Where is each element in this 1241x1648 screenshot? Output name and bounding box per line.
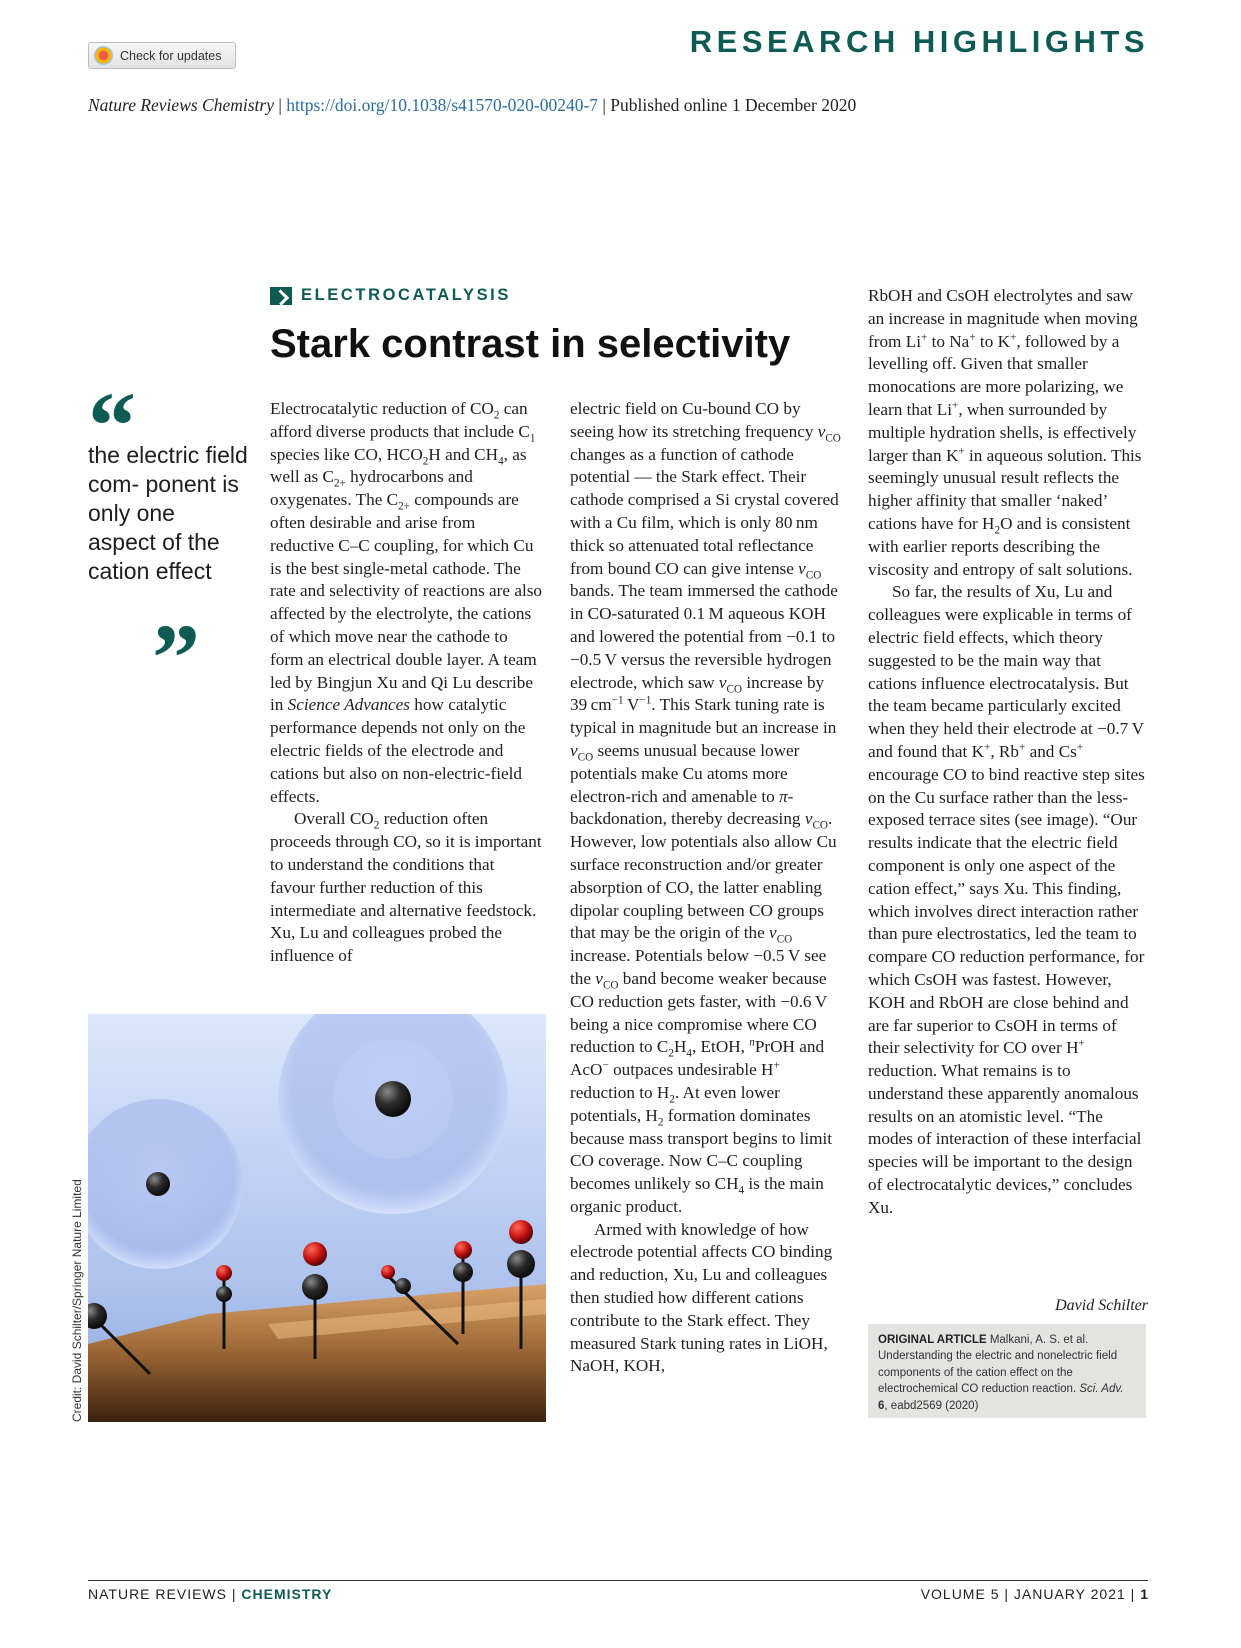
footer-separator: | xyxy=(226,1586,242,1602)
research-highlights-banner: RESEARCH HIGHLIGHTS xyxy=(689,24,1149,59)
figure-illustration xyxy=(88,1014,546,1422)
footer-journal-name: NATURE REVIEWS xyxy=(88,1586,227,1602)
original-article-volume: 6 xyxy=(878,1399,885,1412)
original-article-box xyxy=(868,1324,1146,1418)
check-updates-icon xyxy=(94,46,113,65)
paragraph: Overall $CO_2$ reduction often proceeds through CO, so it is important to understand the conditions that favour further reduction of this intermediate and alternative feedstock. Xu, Lu and colleagues probed the influence of xyxy=(270,809,542,966)
figure-credit: Credit: David Schilter/Springer Nature Limited xyxy=(70,1179,84,1422)
footer-journal-brand: CHEMISTRY xyxy=(241,1586,333,1602)
published-date: Published online 1 December 2020 xyxy=(610,95,857,115)
doi-link[interactable]: https://doi.org/10.1038/s41570-020-00240-7 xyxy=(286,95,599,115)
original-article-label: ORIGINAL ARTICLE xyxy=(878,1334,987,1346)
footer-journal xyxy=(88,1586,332,1602)
original-article-ref: , eabd2569 (2020) xyxy=(884,1399,979,1412)
paragraph: Electrocatalytic reduction of $CO_2$ can afford diverse products that include $C_1$ species like CO, $HCO_2H$ and $CH_4$, as well as $C_{2+}$ hydrocarbons and oxygenates. The $C_{2+}$ compounds are often desirable and arise from reductive C–C coupling, for which Cu is the best single-metal cathode. The rate and selectivity of reactions are also affected by the electrolyte, the cations of which move near the cathode to form an electrical double layer. A team led by Bingjun Xu and Qi Lu describe in Science Advances how catalytic performance depends not only on the electric fields of the electrode and cations but also on non-electric-field effects. xyxy=(270,399,543,806)
body-column-2 xyxy=(570,398,842,1378)
paragraph: RbOH and CsOH electrolytes and saw an increase in magnitude when moving from Li+ to Na+ to K+, followed by a levelling off. Given that smaller monocations are more polarizing, we learn that Li+, when surrounded by multiple hydration shells, is effectively larger than K+ in aqueous solution. This seemingly unusual result reflects the higher affinity that smaller ‘naked’ cations have for $H_2O$ and is consistent with earlier reports describing the viscosity and entropy of salt solutions. xyxy=(868,286,1142,579)
separator: | xyxy=(602,95,606,115)
body-column-1 xyxy=(270,398,542,968)
article-title: Stark contrast in selectivity xyxy=(270,322,791,366)
paragraph: So far, the results of Xu, Lu and colleagues were explicable in terms of electric field effects, which theory suggested to be the main way that cations influence electrocatalysis. But the team became particularly excited when they held their electrode at −0.7 V and found that K+, Rb+ and Cs+ encourage CO to bind reactive step sites on the Cu surface rather than the less-exposed terrace sites (see image). “Our results indicate that the electric field component is only one aspect of the cation effect,” says Xu. This finding, which involves direct interaction rather than pure electrostatics, led the team to compare CO reduction performance, for which CsOH was fastest. However, KOH and RbOH are close behind and are far superior to CsOH in terms of their selectivity for CO over H+ reduction. What remains is to understand these apparently anomalous results on an atomistic level. “The modes of interaction of these interfacial species will be important to the design of electrocatalytic devices,” concludes Xu. xyxy=(868,582,1145,1217)
citation-line xyxy=(88,95,856,116)
article-figure xyxy=(88,1014,546,1422)
quote-open-icon xyxy=(88,386,136,434)
original-article-journal: Sci. Adv. xyxy=(1079,1383,1124,1396)
journal-name: Nature Reviews Chemistry xyxy=(88,95,274,115)
author-signature: David Schilter xyxy=(1055,1297,1148,1314)
quote-close-icon xyxy=(152,618,200,666)
paragraph: electric field on Cu-bound CO by seeing how its stretching frequency $\nu_{CO}$ changes as a function of cathode potential — the Stark effect. Their cathode comprised a Si crystal covered with a Cu film, which is only 80 nm thick so attenuated total reflectance from bound CO can give intense $\nu_{CO}$ bands. The team immersed the cathode in CO-saturated 0.1 M aqueous KOH and lowered the potential from −0.1 to −0.5 V versus the reversible hydrogen electrode, which saw $\nu_{CO}$ increase by 39 $cm^{-1}$ $V^{-1}$. This Stark tuning rate is typical in magnitude but an increase in $\nu_{CO}$ seems unusual because lower potentials make Cu atoms more electron-rich and amenable to π-backdonation, thereby decreasing $\nu_{CO}$. However, low potentials also allow Cu surface reconstruction and/or greater absorption of CO, the latter enabling dipolar coupling between CO groups that may be the origin of the $\nu_{CO}$ increase. Potentials below −0.5 V see the $\nu_{CO}$ band become weaker because CO reduction gets faster, with −0.6 V being a nice compromise where CO reduction to $C_2H_4$, EtOH, $^n$PrOH and AcO− outpaces undesirable H+ reduction to $H_2$. At even lower potentials, $H_2$ formation dominates because mass transport begins to limit CO coverage. Now C–C coupling becomes unlikely so $CH_4$ is the main organic product. xyxy=(570,399,841,1216)
footer-rule xyxy=(88,1580,1148,1581)
original-article-title: Understanding the electric and nonelectric field components of the cation effect on the electrochemical CO reduction reaction. xyxy=(878,1350,1118,1396)
section-name: ELECTROCATALYSIS xyxy=(301,286,511,304)
separator: | xyxy=(278,95,282,115)
footer-volume-text: VOLUME 5 | JANUARY 2021 | xyxy=(920,1586,1141,1602)
section-label xyxy=(270,286,511,305)
footer-volume xyxy=(921,1586,1149,1602)
pull-quote: the electric field com- ponent is only one aspect of the cation effect xyxy=(88,442,248,584)
paragraph: Armed with knowledge of how electrode potential affects CO binding and reduction, Xu, Lu and colleagues then studied how different cations contribute to the Stark effect. They measured Stark tuning rates in LiOH, NaOH, KOH, xyxy=(570,1219,833,1376)
check-for-updates-button[interactable] xyxy=(88,42,236,69)
check-updates-label: Check for updates xyxy=(120,48,222,63)
body-column-3 xyxy=(868,285,1150,1220)
original-article-authors: Malkani, A. S. et al. xyxy=(989,1334,1089,1346)
page-number: 1 xyxy=(1140,1586,1149,1602)
section-arrow-icon xyxy=(270,287,292,305)
